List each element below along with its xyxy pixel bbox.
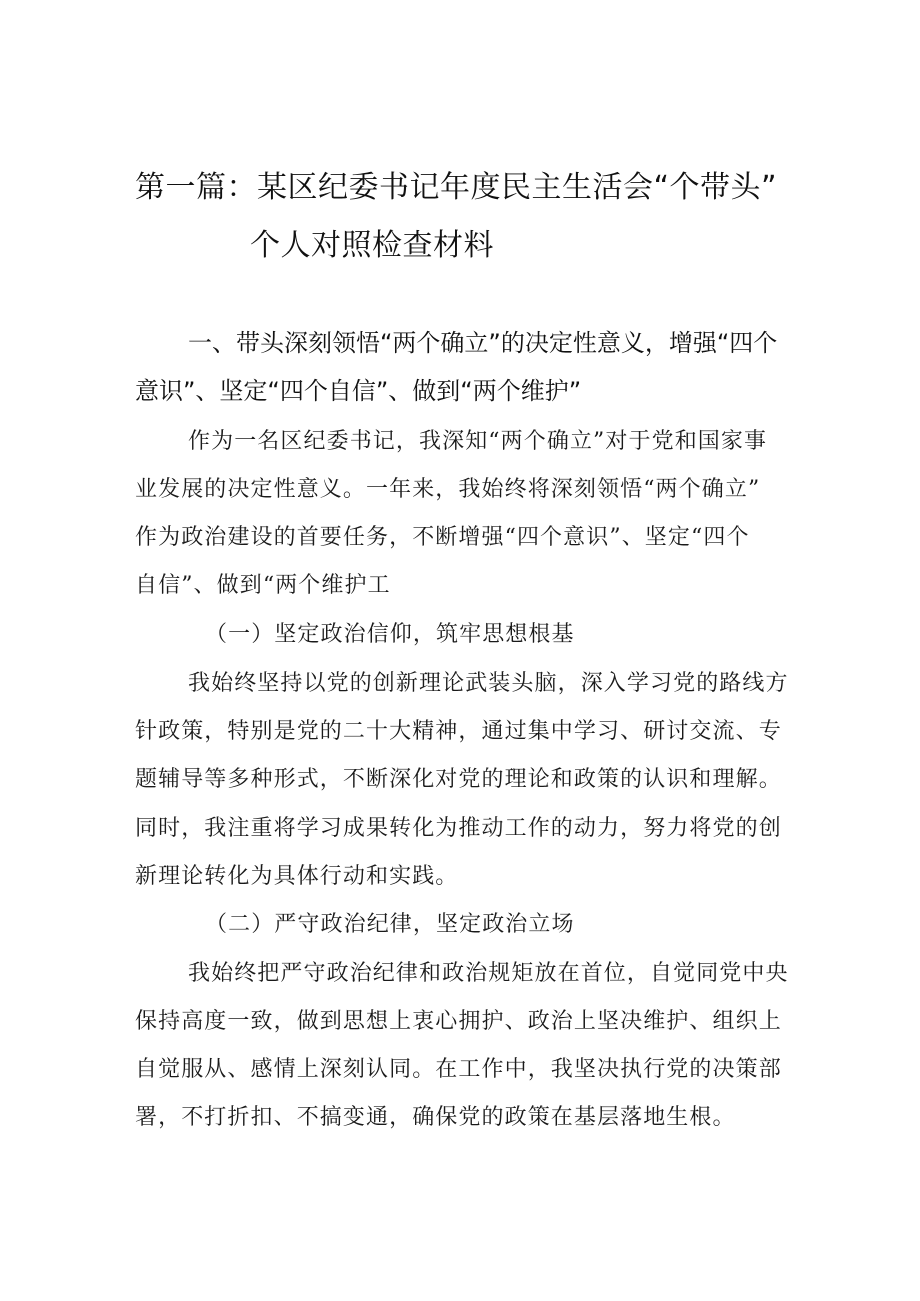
- paragraph-line: 我始终坚持以党的创新理论武装头脑，深入学习党的路线方: [188, 671, 789, 696]
- paragraph-line: 作为政治建设的首要任务，不断增强“四个意识”、坚定“四个: [135, 525, 750, 550]
- paragraph-line: 业发展的决定性意义。一年来，我始终将深刻领悟“两个确立”: [135, 477, 761, 502]
- paragraph-line: 自信”、做到“两个维护工: [135, 573, 391, 598]
- paragraph-line: 题辅导等多种形式，不断深化对党的理论和政策的认识和理解。: [135, 767, 782, 792]
- paragraph-line: 保持高度一致，做到思想上衷心拥护、政治上坚决维护、组织上: [135, 1009, 782, 1034]
- paragraph-line: 同时，我注重将学习成果转化为推动工作的动力，努力将党的创: [135, 816, 782, 841]
- paragraph-line: 自觉服从、感情上深刻认同。在工作中，我坚决执行党的决策部: [135, 1057, 782, 1082]
- document-title-line-2: 个人对照检查材料: [250, 228, 494, 263]
- document-title-line-1: 第一篇：某区纪委书记年度民主生活会“个带头”: [135, 170, 778, 205]
- subsection-heading-2: （二）严守政治纪律，坚定政治立场: [205, 912, 575, 937]
- paragraph-line: 新理论转化为具体行动和实践。: [135, 864, 459, 889]
- paragraph-line: 我始终把严守政治纪律和政治规矩放在首位，自觉同党中央: [188, 961, 789, 986]
- paragraph-line: 作为一名区纪委书记，我深知“两个确立”对于党和国家事: [188, 429, 768, 454]
- section-heading-line-2: 意识”、坚定“四个自信”、做到“两个维护”: [135, 377, 582, 405]
- paragraph-line: 署，不打折扣、不搞变通，确保党的政策在基层落地生根。: [135, 1105, 736, 1130]
- paragraph-line: 针政策，特别是党的二十大精神，通过集中学习、研讨交流、专: [135, 719, 782, 744]
- subsection-heading-1: （一）坚定政治信仰，筑牢思想根基: [205, 622, 575, 647]
- section-heading-line-1: 一、带头深刻领悟“两个确立”的决定性意义，增强“四个: [188, 329, 778, 357]
